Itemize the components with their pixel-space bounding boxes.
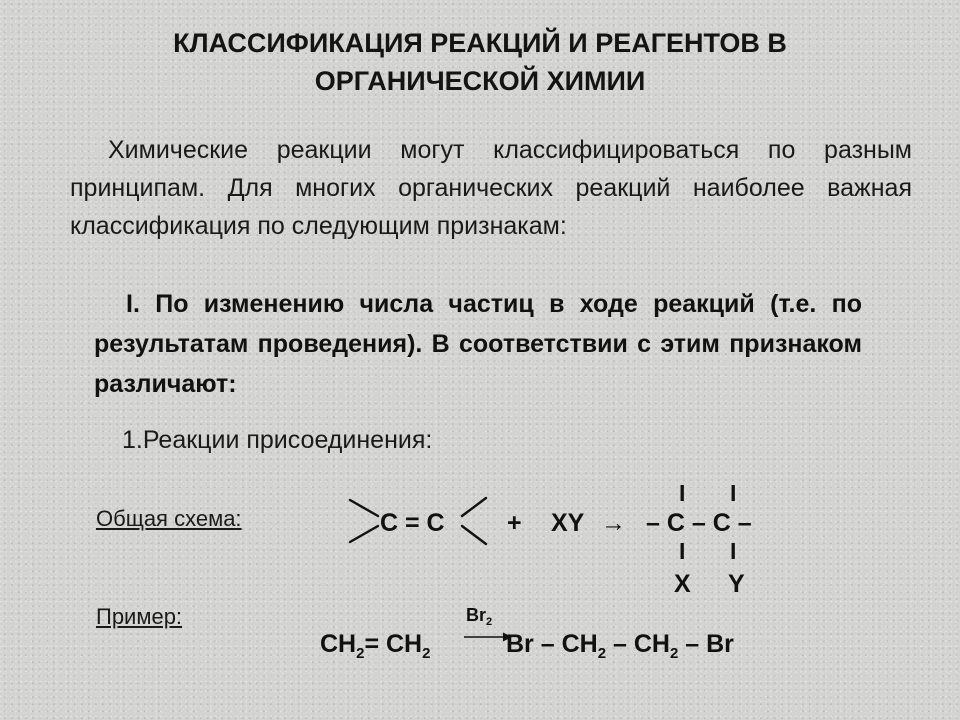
bond-bottom-left: I xyxy=(679,538,686,564)
product-chain: – C – C – xyxy=(646,509,752,537)
alkene-formula: C = C xyxy=(380,509,445,537)
classification-principle: I. По изменению числа частиц в ходе реакций (т.е. по результатам проведения). В соответствии с этим признаком различают: xyxy=(94,290,862,398)
product-dibromoethane: Br – $CH_2 - CH_2$ – Br xyxy=(506,630,734,662)
substituent-y: Y xyxy=(728,570,745,598)
reagent-xy: XY xyxy=(551,509,585,537)
bond-lower-right xyxy=(462,526,486,544)
bond-bottom-right: I xyxy=(730,538,737,564)
addition-reactions-heading: 1.Реакции присоединения: xyxy=(122,426,433,454)
intro-paragraph: Химические реакции могут классифицироваться по разным принципам. Для многих органических реакций наиболее важная классификация по следующим признакам: xyxy=(70,136,912,240)
example-label: Пример: xyxy=(96,604,183,629)
example-arrow xyxy=(464,633,512,642)
reactant-ethylene: $CH_2= CH_2$ xyxy=(320,630,431,662)
title-line-2: ОРГАНИЧЕСКОЙ ХИМИИ xyxy=(314,66,646,96)
plus-sign: + xyxy=(507,509,522,537)
bond-top-right: I xyxy=(730,480,737,506)
bond-upper-left xyxy=(350,500,378,516)
bond-top-left: I xyxy=(679,480,686,506)
reagent-bromine: $Br_2$ xyxy=(466,605,493,628)
substituent-x: X xyxy=(674,570,691,598)
reaction-arrow: → xyxy=(601,509,626,537)
bond-lower-left xyxy=(350,526,378,542)
title-line-1: КЛАССИФИКАЦИЯ РЕАКЦИЙ И РЕАГЕНТОВ В xyxy=(173,28,787,58)
general-scheme-label: Общая схема: xyxy=(96,506,242,531)
bond-upper-right xyxy=(462,498,486,516)
